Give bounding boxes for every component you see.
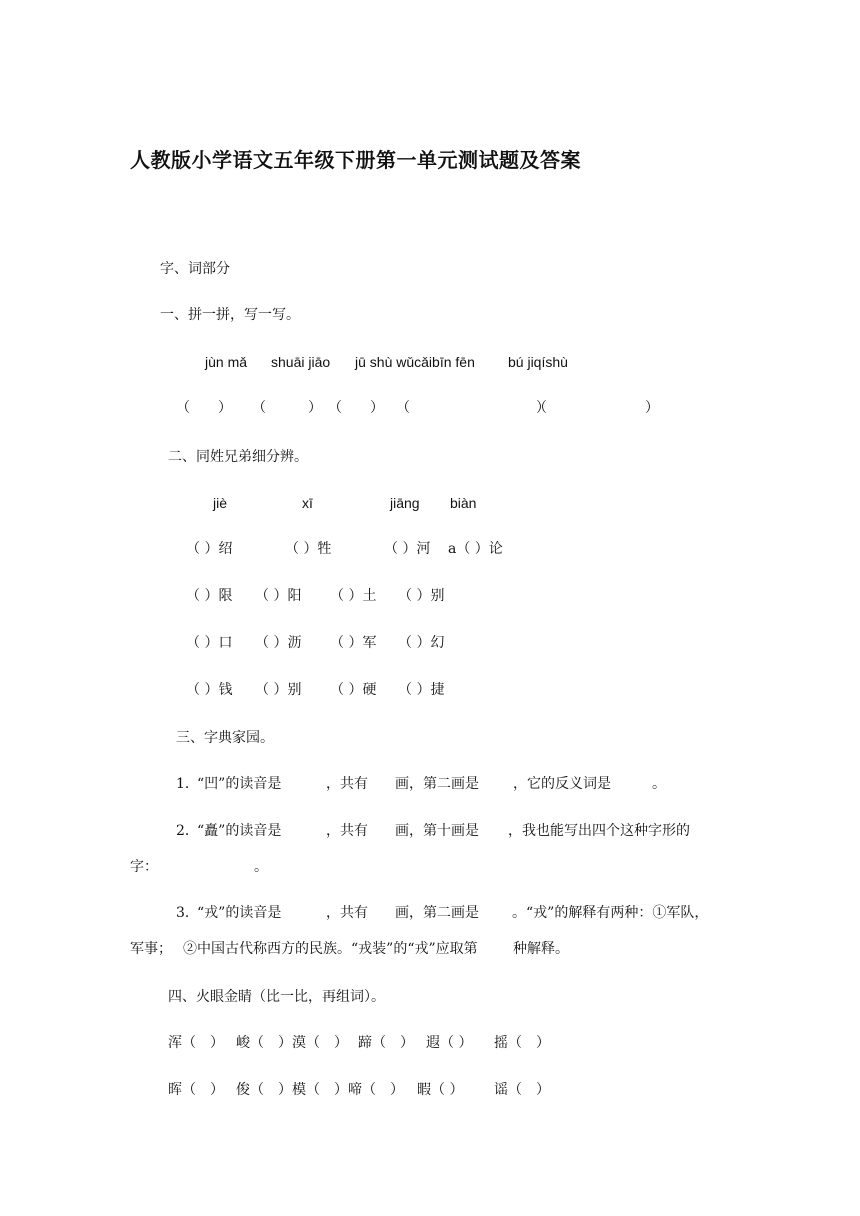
q2-r2-c2[interactable]: （ ）阳 bbox=[255, 588, 302, 604]
q4-r1-5[interactable]: 摇（ ） bbox=[494, 1035, 550, 1051]
q3-item2-p1: “矗”的读音是 bbox=[197, 823, 282, 839]
q1-blank-1[interactable]: （ ） bbox=[176, 400, 232, 416]
q2-pinyin-1: jiè bbox=[213, 495, 228, 511]
q3-item3-p1: “戎”的读音是 bbox=[197, 905, 282, 921]
q2-r4-c2[interactable]: （ ）别 bbox=[255, 682, 302, 698]
q1-blank-3[interactable]: （ ） bbox=[328, 400, 384, 416]
q4-heading: 四、火眼金睛（比一比，再组词）。 bbox=[168, 989, 385, 1005]
q4-r2-1[interactable]: 晖（ ） bbox=[168, 1082, 224, 1098]
q4-r2-4[interactable]: 谣（ ） bbox=[494, 1082, 550, 1098]
q2-pinyin-4: biàn bbox=[450, 495, 477, 511]
q2-r4-c4[interactable]: （ ）捷 bbox=[398, 682, 445, 698]
q4-r2-2[interactable]: 俊（ ）模（ ）啼（ ） bbox=[236, 1082, 404, 1098]
q3-item2-p3: 画，第十画是 bbox=[395, 823, 479, 839]
q3-item3-p3: 画，第二画是 bbox=[395, 905, 479, 921]
q3-item2-cont1: 字： bbox=[130, 859, 158, 875]
q3-heading: 三、字典家园。 bbox=[176, 730, 274, 746]
q1-blank-2[interactable]: （ ） bbox=[252, 400, 322, 416]
q2-r1-c2[interactable]: （ ）牲 bbox=[285, 541, 332, 557]
q2-r1-c4[interactable]: a（ ）论 bbox=[448, 541, 503, 557]
q4-r1-4[interactable]: 遐（ ） bbox=[426, 1035, 473, 1051]
q3-item3-cont2: ②中国古代称西方的民族。“戎装”的“戎”应取第 bbox=[183, 941, 478, 957]
q2-pinyin-3: jiāng bbox=[390, 495, 420, 511]
q4-r1-3[interactable]: 蹄（ ） bbox=[358, 1035, 414, 1051]
q3-item1-p4: ，它的反义词是 bbox=[513, 776, 611, 792]
q2-r4-c1[interactable]: （ ）钱 bbox=[186, 682, 233, 698]
q4-r2-3[interactable]: 暇（ ） bbox=[417, 1082, 464, 1098]
q1-blank-5[interactable]: （ ） bbox=[533, 400, 659, 416]
q3-item1-num: 1． bbox=[176, 776, 199, 792]
q2-r3-c3[interactable]: （ ）军 bbox=[330, 635, 377, 651]
q3-item2-p4: ，我也能写出四个这种字形的 bbox=[508, 823, 690, 839]
q2-r1-c3[interactable]: （ ）河 bbox=[384, 541, 431, 557]
q4-r1-2[interactable]: 峻（ ）漠（ ） bbox=[236, 1035, 348, 1051]
q2-r3-c4[interactable]: （ ）幻 bbox=[398, 635, 445, 651]
q2-r4-c3[interactable]: （ ）硬 bbox=[330, 682, 377, 698]
q2-r2-c4[interactable]: （ ）别 bbox=[398, 588, 445, 604]
q4-r1-1[interactable]: 浑（ ） bbox=[168, 1035, 224, 1051]
q3-item2-cont2: 。 bbox=[254, 859, 268, 875]
q1-blank-4[interactable]: （ ） bbox=[396, 400, 550, 416]
q3-item3-p4: 。“戎”的解释有两种：①军队， bbox=[512, 905, 709, 921]
q3-item1-p1: “凹”的读音是 bbox=[197, 776, 282, 792]
q3-item1-p3: 画，第二画是 bbox=[395, 776, 479, 792]
q3-item3-p2: ，共有 bbox=[326, 905, 368, 921]
q3-item1-p2: ，共有 bbox=[326, 776, 368, 792]
q1-pinyin-4: bú jiqíshù bbox=[508, 354, 568, 370]
page-title: 人教版小学语文五年级下册第一单元测试题及答案 bbox=[130, 148, 581, 172]
q1-pinyin-1: jùn mǎ bbox=[205, 354, 248, 370]
q3-item1-p5: 。 bbox=[652, 776, 666, 792]
q2-r3-c2[interactable]: （ ）沥 bbox=[255, 635, 302, 651]
q3-item2-num: 2． bbox=[176, 823, 199, 839]
q2-r1-c1[interactable]: （ ）绍 bbox=[186, 541, 233, 557]
q2-r3-c1[interactable]: （ ）口 bbox=[186, 635, 233, 651]
q2-r2-c1[interactable]: （ ）限 bbox=[186, 588, 233, 604]
q1-pinyin-3: jū shù wǔcǎibīn fēn bbox=[355, 354, 475, 370]
q3-item3-cont1: 军事； bbox=[130, 941, 172, 957]
q2-heading: 二、同姓兄弟细分辨。 bbox=[168, 449, 308, 465]
section-header: 字、词部分 bbox=[160, 261, 230, 277]
q3-item3-cont3: 种解释。 bbox=[513, 941, 569, 957]
q3-item3-num: 3． bbox=[176, 905, 199, 921]
q2-r2-c3[interactable]: （ ）土 bbox=[330, 588, 377, 604]
q3-item2-p2: ，共有 bbox=[326, 823, 368, 839]
q2-pinyin-2: xī bbox=[302, 495, 313, 511]
q1-pinyin-2: shuāi jiāo bbox=[271, 354, 331, 370]
q1-heading: 一、拼一拼，写一写。 bbox=[160, 307, 300, 323]
